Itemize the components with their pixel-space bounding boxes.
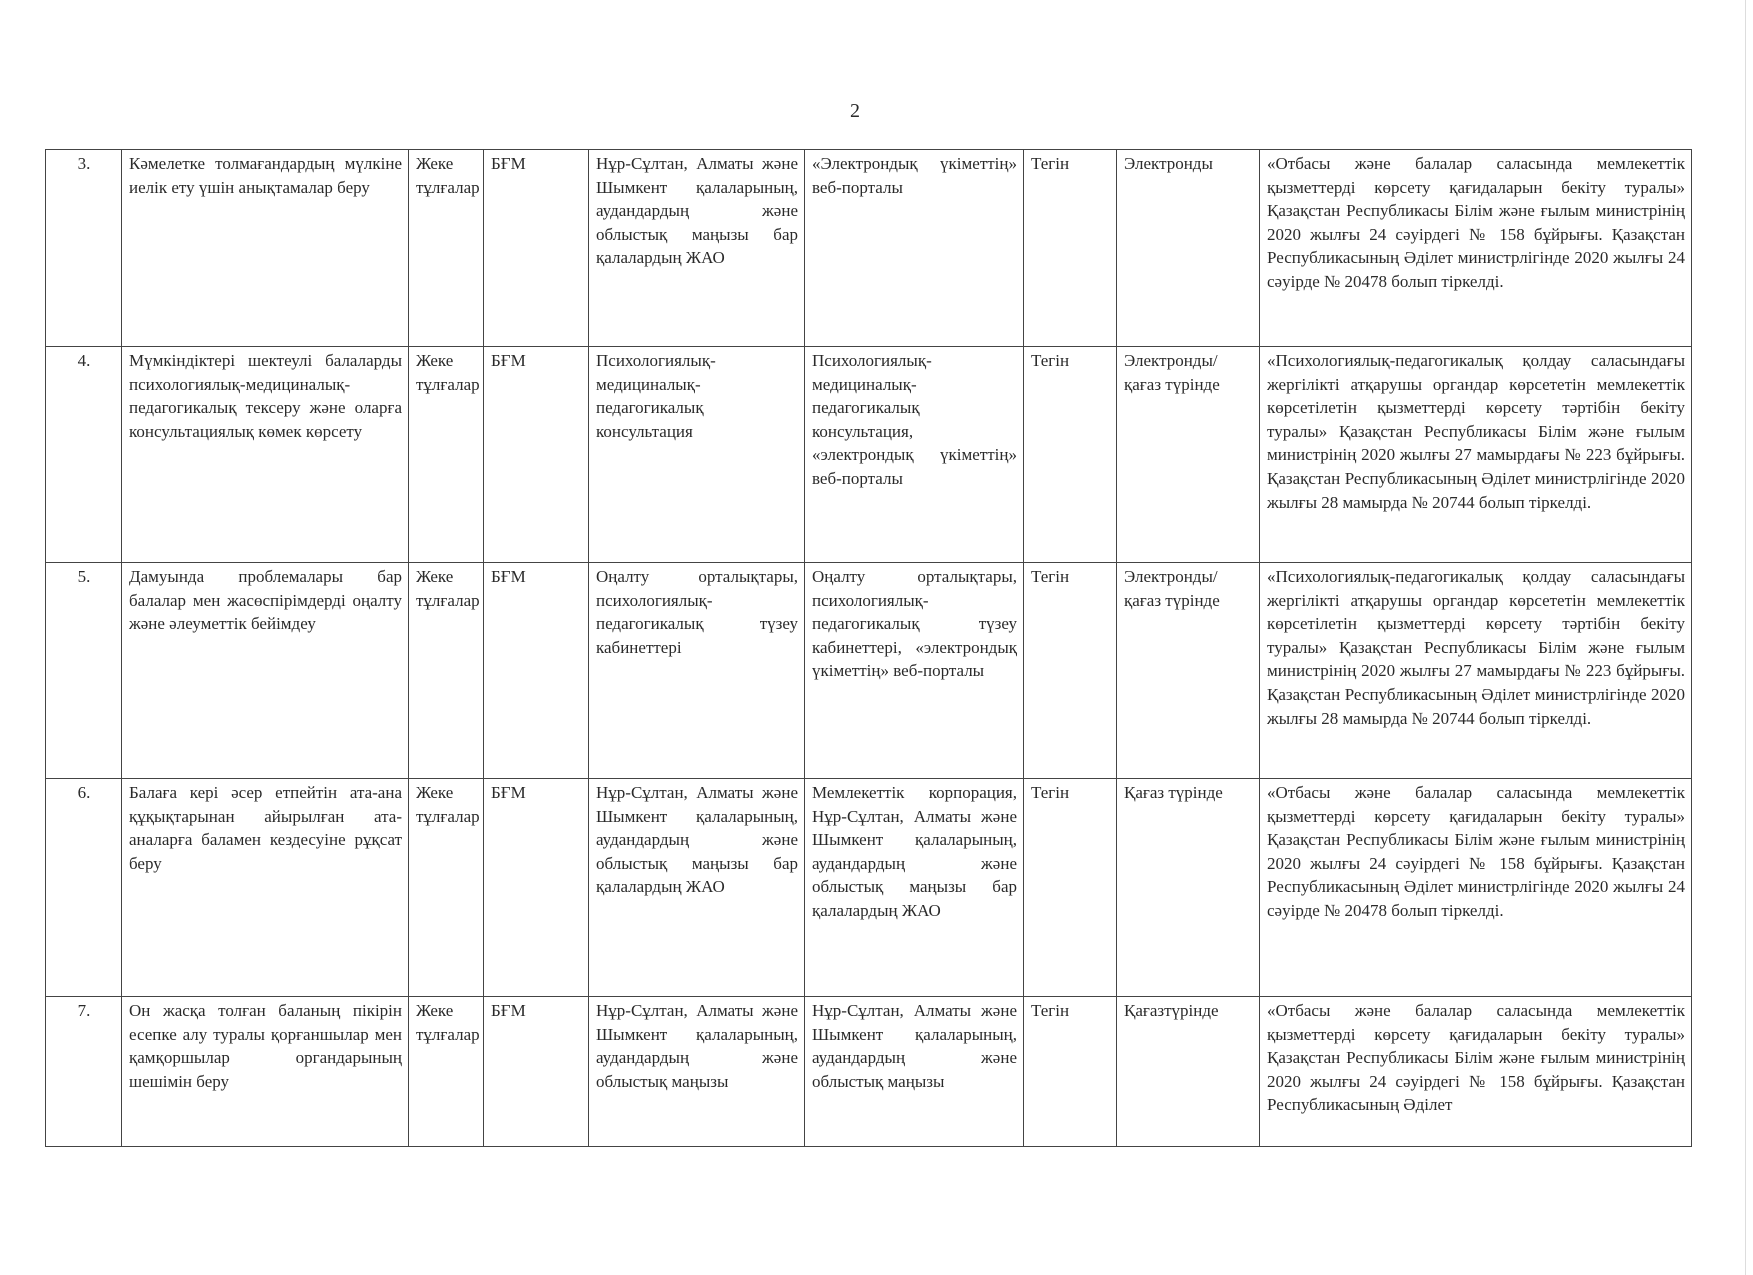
cell-form: Қағазтүрінде xyxy=(1117,997,1260,1147)
cell-ministry: БҒМ xyxy=(484,150,589,347)
cell-ministry: БҒМ xyxy=(484,779,589,997)
cell-num: 7. xyxy=(46,997,122,1147)
cell-channel: Нұр-Сұлтан, Алматы және Шымкент қалаларының, аудандардың және облыстық маңызы xyxy=(805,997,1024,1147)
scan-edge xyxy=(1745,0,1746,1275)
cell-law: «Отбасы және балалар саласында мемлекеттік қызметтерді көрсету қағидаларын бекіту туралы» Қазақстан Республикасы Білім және ғылым министрінің 2020 жылғы 24 сәуірдегі № 158 бұйрығы. Қазақстан Республикасының Әділет xyxy=(1260,997,1692,1147)
cell-law: «Психологиялық-педагогикалық қолдау саласындағы жергілікті атқарушы органдар көрсететін мемлекеттік көрсетілетін қызметтерді көрсету тәртібін бекіту туралы» Қазақстан Республикасы Білім және ғылым министрінің 2020 жылғы 27 мамырдағы № 223 бұйрығы. Қазақстан Республикасының Әділет министрлігінде 2020 жылғы 28 мамырда № 20744 болып тіркелді. xyxy=(1260,563,1692,779)
table-row xyxy=(46,779,1692,997)
cell-channel: Психологиялық-медициналық-педагогикалық консультация, «электрондық үкіметтің» веб-порталы xyxy=(805,347,1024,563)
cell-provider: Нұр-Сұлтан, Алматы және Шымкент қалаларының, аудандардың және облыстық маңызы xyxy=(589,997,805,1147)
cell-fee: Тегін xyxy=(1024,347,1117,563)
table-row xyxy=(46,563,1692,779)
table-row xyxy=(46,347,1692,563)
cell-service: Кәмелетке толмағандардың мүлкіне иелік ету үшін анықтамалар беру xyxy=(122,150,409,347)
cell-provider: Нұр-Сұлтан, Алматы және Шымкент қалаларының, аудандардың және облыстық маңызы бар қалалардың ЖАО xyxy=(589,779,805,997)
cell-num: 4. xyxy=(46,347,122,563)
cell-recipient: Жеке тұлғалар xyxy=(409,563,484,779)
cell-ministry: БҒМ xyxy=(484,347,589,563)
cell-recipient: Жеке тұлғалар xyxy=(409,150,484,347)
cell-ministry: БҒМ xyxy=(484,997,589,1147)
cell-form: Қағаз түрінде xyxy=(1117,779,1260,997)
cell-law: «Отбасы және балалар саласында мемлекеттік қызметтерді көрсету қағидаларын бекіту туралы» Қазақстан Республикасы Білім және ғылым министрінің 2020 жылғы 24 сәуірдегі № 158 бұйрығы. Қазақстан Республикасының Әділет министрлігінде 2020 жылғы 24 сәуірде № 20478 болып тіркелді. xyxy=(1260,150,1692,347)
cell-channel: «Электрондық үкіметтің» веб-порталы xyxy=(805,150,1024,347)
cell-ministry: БҒМ xyxy=(484,563,589,779)
cell-service: Он жасқа толған баланың пікірін есепке алу туралы қорғаншылар мен қамқоршылар органдарының шешімін беру xyxy=(122,997,409,1147)
cell-channel: Мемлекеттік корпорация, Нұр-Сұлтан, Алматы және Шымкент қалаларының, аудандардың және облыстық маңызы бар қалалардың ЖАО xyxy=(805,779,1024,997)
cell-recipient: Жеке тұлғалар xyxy=(409,779,484,997)
cell-service: Дамуында проблемалары бар балалар мен жасөспірімдерді оңалту және әлеуметтік бейімдеу xyxy=(122,563,409,779)
table-row xyxy=(46,997,1692,1147)
cell-provider: Оңалту орталықтары, психологиялық-педагогикалық түзеу кабинеттері xyxy=(589,563,805,779)
cell-service: Мүмкіндіктері шектеулі балаларды психологиялық-медициналық-педагогикалық тексеру және оларға консультациялық көмек көрсету xyxy=(122,347,409,563)
cell-num: 5. xyxy=(46,563,122,779)
cell-service: Балаға кері әсер етпейтін ата-ана құқықтарынан айырылған ата-аналарға баламен кездесуіне рұқсат беру xyxy=(122,779,409,997)
cell-fee: Тегін xyxy=(1024,997,1117,1147)
cell-fee: Тегін xyxy=(1024,150,1117,347)
services-table xyxy=(45,149,1692,1147)
cell-form: Электронды/ қағаз түрінде xyxy=(1117,563,1260,779)
table-row xyxy=(46,150,1692,347)
cell-law: «Психологиялық-педагогикалық қолдау саласындағы жергілікті атқарушы органдар көрсететін мемлекеттік көрсетілетін қызметтерді көрсету тәртібін бекіту туралы» Қазақстан Республикасы Білім және ғылым министрінің 2020 жылғы 27 мамырдағы № 223 бұйрығы. Қазақстан Республикасының Әділет министрлігінде 2020 жылғы 28 мамырда № 20744 болып тіркелді. xyxy=(1260,347,1692,563)
cell-recipient: Жеке тұлғалар xyxy=(409,347,484,563)
cell-num: 3. xyxy=(46,150,122,347)
cell-form: Электронды xyxy=(1117,150,1260,347)
cell-fee: Тегін xyxy=(1024,563,1117,779)
cell-channel: Оңалту орталықтары, психологиялық-педагогикалық түзеу кабинеттері, «электрондық үкіметтің» веб-порталы xyxy=(805,563,1024,779)
cell-form: Электронды/ қағаз түрінде xyxy=(1117,347,1260,563)
cell-recipient: Жеке тұлғалар xyxy=(409,997,484,1147)
page-number: 2 xyxy=(850,100,860,122)
cell-fee: Тегін xyxy=(1024,779,1117,997)
cell-num: 6. xyxy=(46,779,122,997)
cell-law: «Отбасы және балалар саласында мемлекеттік қызметтерді көрсету қағидаларын бекіту туралы» Қазақстан Республикасы Білім және ғылым министрінің 2020 жылғы 24 сәуірдегі № 158 бұйрығы. Қазақстан Республикасының Әділет министрлігінде 2020 жылғы 24 сәуірде № 20478 болып тіркелді. xyxy=(1260,779,1692,997)
cell-provider: Нұр-Сұлтан, Алматы және Шымкент қалаларының, аудандардың және облыстық маңызы бар қалалардың ЖАО xyxy=(589,150,805,347)
cell-provider: Психологиялық-медициналық-педагогикалық консультация xyxy=(589,347,805,563)
